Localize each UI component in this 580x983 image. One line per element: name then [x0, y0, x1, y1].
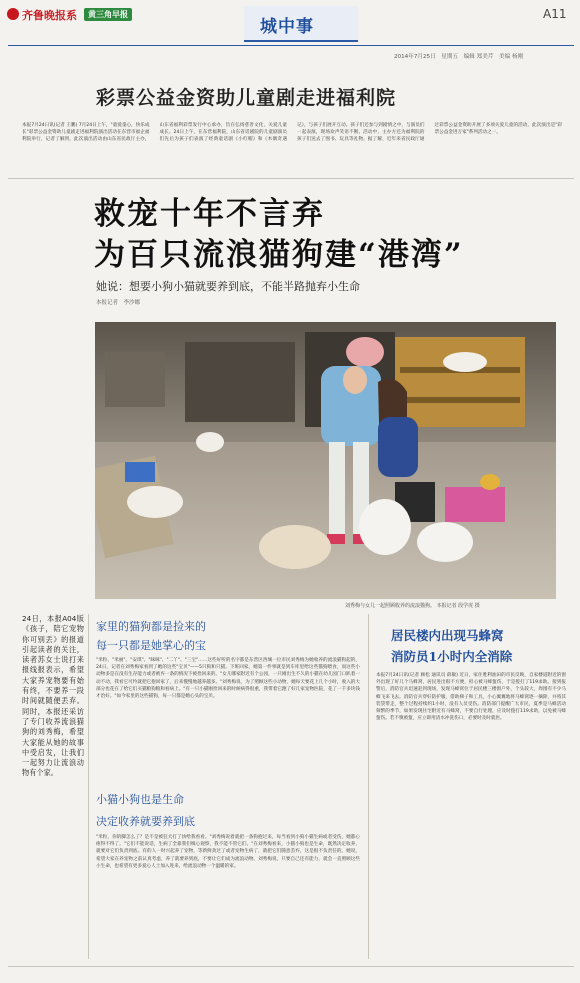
story2-sidebar-text: 24日，本报A04版《孩子，陪它宠物你可别丢》的报道引起读者的关注，读者苏女士说打来报线报表示，希望大家养宠物要有始有终，不要养一段时间就随便丢弃。同时，本报还采访了专门收养流浪猫狗的刘秀梅，希望大家能从她的故事中受启发，让我们一起努力让流浪动物有个家。: [22, 614, 84, 778]
story3-divider: [368, 614, 369, 959]
story3-headline-line1: 居民楼内出现马蜂窝: [391, 628, 504, 643]
paper-logo-icon: [7, 8, 19, 20]
story2-section1-body: "米粒、"米丽"、"安琪"、"咪咪"、"二丫"、"三宝"……这些好听的名字都是东营区西城一位市民刘秀梅为她收养的流浪猫狗起的，24日，记者在刘秀梅家看到了她的这些"宝贝"——5只狗和只猫。下班回家，她第一件事就是到车库里给这些猫狗喂食，而这些小动物多是在没有生存能力或者被弃一条的情况下被捡回来的。"女儿哪家附近有个公园，一只刚出生不久的小猫在幼儿园门口趴着一动不动，我看它可怜就把它抱回家了，后来慢慢地越养越多。"刘秀梅说，为了照顾这些小动物，她每天要花上几个小时，收入的大部分也花在了给它们买猫粮狗粮和看病上。"有一只小猫刚捡回来的时候病得很重，我带着它跑了好几家宠物医院，花了一千多块钱才治好。"如今家里的这些猫狗，每一只都是她心头的宝贝。: [96, 658, 360, 700]
dateline: 2014年7月25日 星期五 编辑 郑美芹 美编 杨刚: [394, 54, 524, 60]
story2-headline-line1: 救宠十年不言弃: [94, 196, 325, 232]
section-title: 城中事: [260, 17, 314, 37]
story2-subhead: 她说：想要小狗小猫就要养到底，不能半路抛弃小生命: [96, 280, 360, 293]
story1-headline: 彩票公益金资助儿童剧走进福利院: [96, 87, 397, 109]
photo-illustration: [95, 322, 556, 599]
sidebar-divider: [88, 614, 89, 959]
story3-headline-line2: 消防员1小时内全消除: [391, 649, 513, 664]
story2-section2-head-line1: 小猫小狗也是生命: [96, 793, 184, 806]
story2-section1-head-line2: 每一只都是她掌心的宝: [96, 639, 206, 652]
story2-section1-head-line1: 家里的猫狗都是捡来的: [96, 620, 206, 633]
story2-photo: [95, 322, 556, 599]
story2-section2-body: "米粒，你的脚怎么了？是不是被狂犬打了快给我看看。"刘秀梅说着就把一条狗抱过来，每当看到小狗小猫生病或者受伤，她都心疼得不得了。"它们不能说话，生病了全靠我们细心观察，我不能不管它们。"在刘秀梅看来，小猫小狗也是生命，既然决定收养，就要对它们负责到底。有的人一时兴起养了宠物，等新鲜劲过了或者宠物生病了，就把它们随意丢弃，这是很不负责任的。她说，希望大家在养宠物之前认真考虑，养了就要养到底，不要让它们成为流浪动物。刘秀梅说，只要自己还有能力，就会一直照顾这些小生命，也希望有更多爱心人士加入进来，给流浪动物一个温暖的家。: [96, 835, 360, 869]
story1-divider: [8, 178, 574, 179]
story1-body: 本报7月24日讯(记者 王鹏) 7月24日上午，"童爱童心，快乐成长"彩票公益金资助儿童剧走进福利院演出活动在东营市福企福利院举行，记者了解到，此次演出活动由山东省民政厅主办，山东省福利彩票发行中心承办，旨在弘扬慈善文化，关爱儿童成长。24日上午，在东营福利院，山东省话剧院的儿童剧演员们先后为孩子们表演了经典童话剧《小红帽》和《木偶奇遇记》，与孩子们展开互动。孩子们还参与到剧情之中，与演员们一起表演，现场欢声笑语不断。活动中，主办方还为福利院的孩子们送去了图书、玩具等礼物。据了解，近年来省民政厅通过彩票公益金资助开展了多项关爱儿童的活动，此次演出是"彩票公益金进万家"系列活动之一。: [22, 123, 562, 143]
story2-sidebar: [22, 614, 84, 788]
story2-byline: 本报记者 李沙娜: [96, 300, 141, 306]
edition-badge: 黄三角早报: [84, 8, 132, 21]
story1-body-columns: [22, 122, 562, 166]
masthead: [0, 0, 580, 60]
story2-photo-caption: 刘秀梅与女儿一起照顾收养的流浪猫狗。 本报记者 段学虎 摄: [345, 603, 480, 609]
story3-body: 本报7月24日讯(记者 顾松 通讯员 薛敏) 近日，家住胜利油田的市民反映，自家楼道附近的窗外出现了好几个马蜂窝，居民进出很不方便，担心被马蜂蜇伤，于是拨打了119求助。接到报警后，消防官兵迅速赶到现场，发现马蜂窝位于居民楼三楼窗户外，个头较大，周围有不少马蜂飞来飞去。消防官兵穿好防护服，借助梯子和工具，小心翼翼地将马蜂窝逐一摘除，并将其装袋带走，整个过程持续约1小时，没有人员受伤。消防部门提醒广大市民，夏季是马蜂活动频繁的季节，如果发现住宅附近有马蜂窝，不要自行处理，应及时拨打119求助，以免被马蜂蜇伤。若不慎被蜇，应立即用清水冲洗伤口，必要时及时就医。: [376, 673, 566, 722]
story2-section2-head-line2: 决定收养就要养到底: [96, 815, 195, 828]
story2-section1-body-wrap: [96, 657, 360, 779]
paper-name: 齐鲁晚报系: [22, 9, 77, 22]
story3-body-wrap: [376, 672, 566, 958]
page-number: A11: [543, 7, 567, 21]
page-bottom-rule: [8, 966, 574, 967]
story2-section2-body-wrap: [96, 834, 360, 959]
story2-headline-line2: 为百只流浪猫狗建“港湾”: [94, 237, 464, 273]
section-header-band: [244, 6, 358, 42]
masthead-divider: [8, 45, 574, 46]
